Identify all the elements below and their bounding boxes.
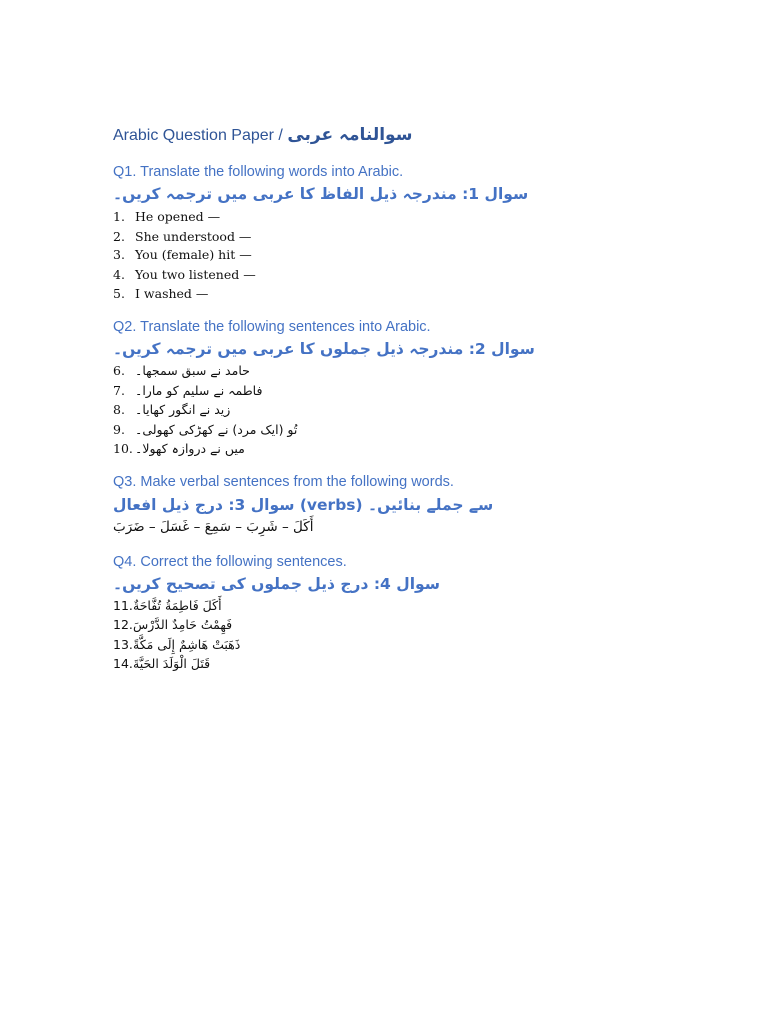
page-title bbox=[113, 124, 412, 145]
list-item: 1. He opened — bbox=[113, 209, 221, 224]
list-item: 13.ذَهَبَتْ هَاشِمٌ إِلَى مَكَّةً bbox=[113, 637, 241, 652]
q1-heading: Q1. Translate the following words into Arabic. bbox=[113, 164, 404, 180]
list-item: 2. She understood — bbox=[113, 229, 252, 244]
q3-urdu-heading: سوال 3: درج ذیل افعال (verbs) سے جملے بنائیں۔ bbox=[113, 496, 494, 514]
list-item: 3. You (female) hit — bbox=[113, 247, 252, 262]
list-item: 7. فاطمہ نے سلیم کو مارا۔ bbox=[113, 383, 263, 398]
list-item: 4. You two listened — bbox=[113, 267, 256, 282]
title-english: Arabic Question Paper / bbox=[113, 127, 283, 144]
list-item: 10. میں نے دروازہ کھولا۔ bbox=[113, 441, 245, 456]
list-item: 5. I washed — bbox=[113, 286, 209, 301]
q4-heading: Q4. Correct the following sentences. bbox=[113, 554, 347, 570]
list-item: 11.أَكَلَ فَاطِمَةُ تُفَّاحَةٌ bbox=[113, 598, 222, 613]
q3-heading: Q3. Make verbal sentences from the following words. bbox=[113, 474, 454, 490]
q2-heading: Q2. Translate the following sentences into Arabic. bbox=[113, 319, 431, 335]
q4-urdu-heading: سوال 4: درج ذیل جملوں کی تصحیح کریں۔ bbox=[113, 575, 440, 593]
list-item: 8. زید نے انگور کھایا۔ bbox=[113, 402, 231, 417]
q1-urdu-heading: سوال 1: مندرجہ ذیل الفاظ کا عربی میں ترجمہ کریں۔ bbox=[113, 185, 529, 203]
list-item: 14.قَتَلَ الْوَلَدَ الحَيَّةَ bbox=[113, 656, 211, 671]
verb-list: أَكَلَ – شَرِبَ – سَمِعَ – غَسَلَ – ضَرَبَ bbox=[113, 519, 314, 535]
q2-urdu-heading: سوال 2: مندرجہ ذیل جملوں کا عربی میں ترجمہ کریں۔ bbox=[113, 340, 535, 358]
list-item: 12.فَهِمْتُ حَامِدٌ الدَّرْسَ bbox=[113, 617, 233, 632]
list-item: 9. تُو (ایک مرد) نے کھڑکی کھولی۔ bbox=[113, 422, 298, 437]
list-item: 6. حامد نے سبق سمجھا۔ bbox=[113, 363, 250, 378]
title-urdu: سوالنامہ عربی bbox=[287, 125, 413, 145]
